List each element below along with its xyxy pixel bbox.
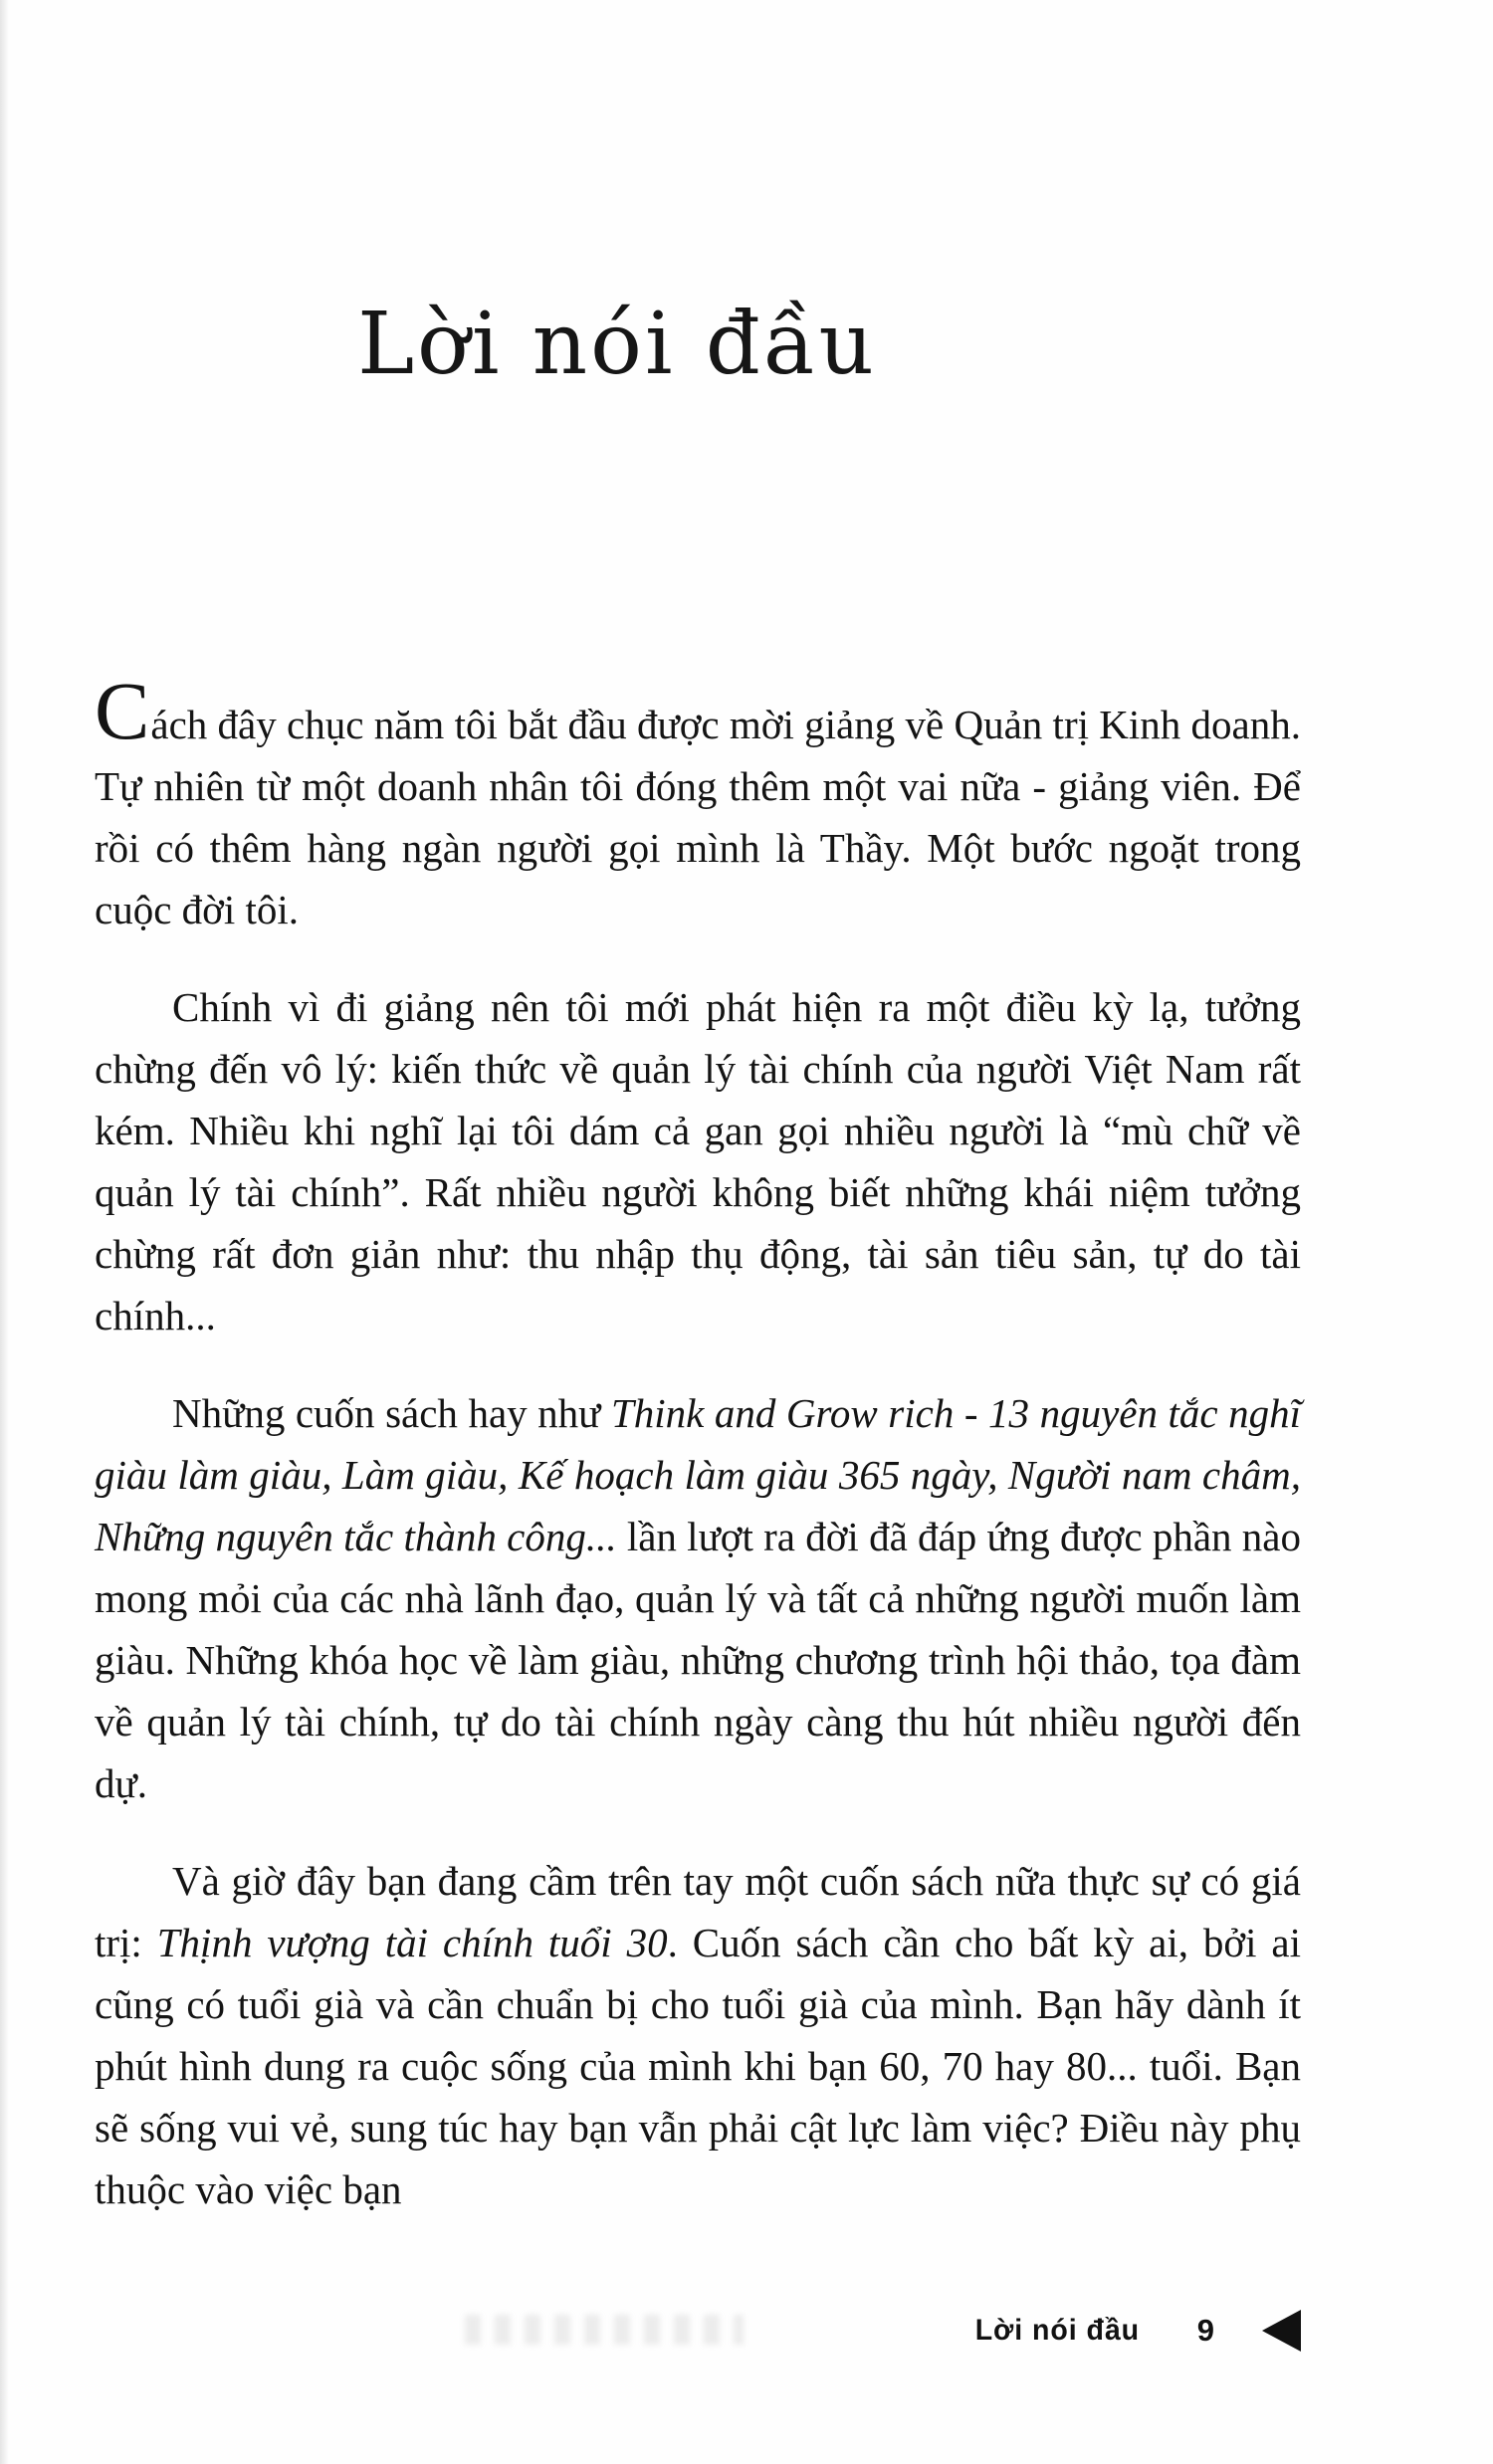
text-run-italic: Thịnh vượng tài chính tuổi 30 [156,1920,668,1965]
print-bleed-artifact [465,2315,744,2345]
text-run: lần lượt ra đời đã đáp ứng được phần nào mong mỏi của các nhà lãnh đạo, quản lý và tất cả những người muốn làm giàu. Những khóa học về làm giàu, những chương trình hội thảo, tọa đàm về quản lý tài chính, tự do tài chính ngày càng thu hút nhiều người đến dự. [95,1514,1301,1806]
paragraph [95,976,1301,1346]
text-run: ách đây chục năm tôi bắt đầu được mời giảng về Quản trị Kinh doanh. Tự nhiên từ một doanh nhân tôi đóng thêm một vai nữa - giảng viên. Để rồi có thêm hàng ngàn người gọi mình là Thầy. Một bước ngoặt trong cuộc đời tôi. [95,702,1301,932]
drop-cap: C [95,665,151,756]
left-triangle-icon [1262,2310,1301,2352]
page-number: 9 [1196,2313,1214,2348]
page-footer [95,2307,1301,2355]
footer-section-label: Lời nói đầu [974,2314,1140,2347]
text-run: Những cuốn sách hay như [172,1390,611,1436]
paragraph [95,1382,1301,1814]
paragraph [95,1850,1301,2220]
body-text [95,665,1301,2220]
page-title: Lời nói đầu [357,295,877,394]
text-run: Và giờ đây bạn đang cầm trên tay một cuốn sách nữa thực sự có giá trị: [95,1858,1301,1965]
paragraph [95,665,1301,940]
text-run-italic: Think and Grow rich - 13 nguyên tắc nghĩ giàu làm giàu, Làm giàu, Kế hoạch làm giàu 365 ngày, Người nam châm, Những nguyên tắc thành công... [95,1390,1301,1559]
text-run: Chính vì đi giảng nên tôi mới phát hiện ra một điều kỳ lạ, tưởng chừng đến vô lý: kiến thức về quản lý tài chính của người Việt Nam rất kém. Nhiều khi nghĩ lại tôi dám cả gan gọi nhiều người là “mù chữ về quản lý tài chính”. Rất nhiều người không biết những khái niệm tưởng chừng rất đơn giản như: thu nhập thụ động, tài sản tiêu sản, tự do tài chính... [95,984,1301,1338]
text-run: . Cuốn sách cần cho bất kỳ ai, bởi ai cũng có tuổi già và cần chuẩn bị cho tuổi già của mình. Bạn hãy dành ít phút hình dung ra cuộc sống của mình khi bạn 60, 70 hay 80... tuổi. Bạn sẽ sống vui vẻ, sung túc hay bạn vẫn phải cật lực làm việc? Điều này phụ thuộc vào việc bạn [95,1920,1301,2212]
